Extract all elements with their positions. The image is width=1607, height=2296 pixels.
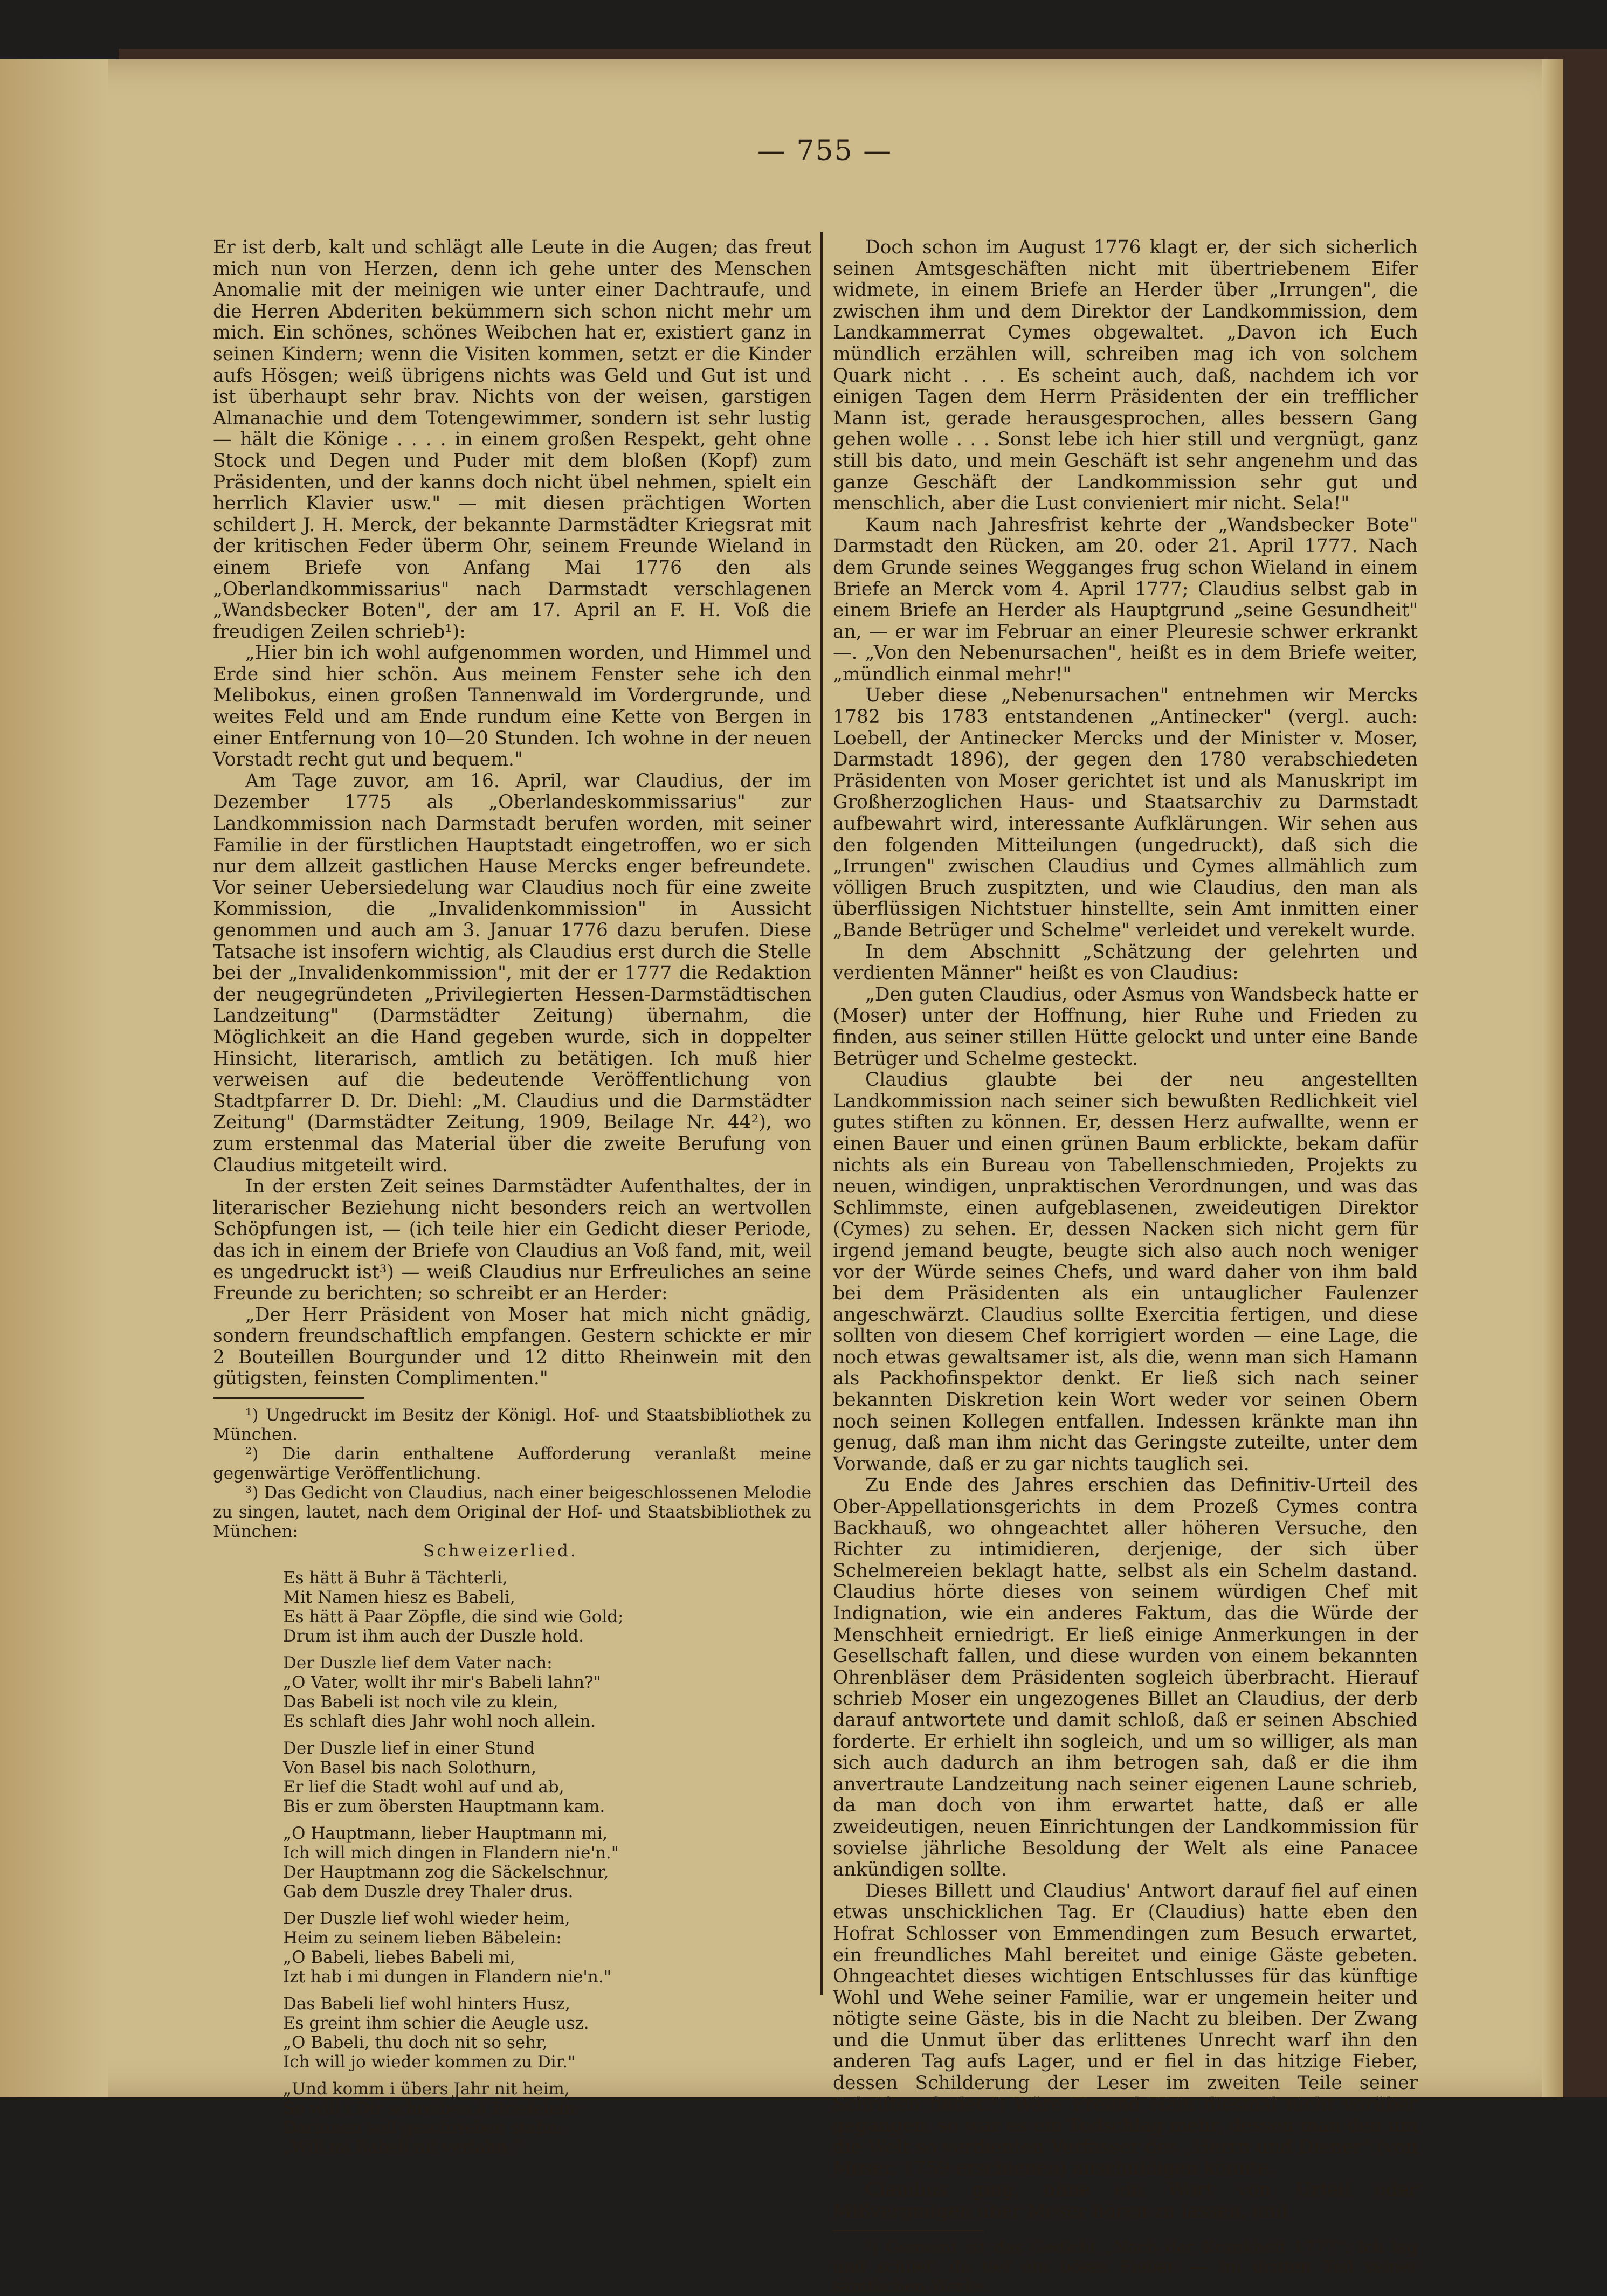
- poem-line: Er lief die Stadt wohl auf und ab,: [283, 1777, 564, 1797]
- right-quote-1: „Den guten Claudius, oder Asmus von Wandsbeck hatte er (Moser) unter der Hoffnung, hier Ruhe und Frieden zu finden, aus seiner stillen Hütte gelockt und unter eine Bande Betrüger und Schelme gesteckt.: [833, 983, 1418, 1070]
- right-column: [833, 237, 1418, 2296]
- footnote-3: ³) Das Gedicht von Claudius, nach einer beigeschlossenen Melodie zu singen, lautet, nach dem Original der Hof- und Staatsbibliothek zu München:: [213, 1483, 811, 1542]
- poem-line: „Will mi Babeli nit verlahn.": [283, 2138, 520, 2157]
- poem-line: Darinnen soll geschrieben stahn:: [283, 2118, 564, 2138]
- poem-line: Gab dem Duszle drey Thaler drus.: [283, 1882, 574, 1902]
- poem-line: „O Babeli, liebes Babeli mi,: [283, 1948, 515, 1968]
- footnote-rule: [833, 2230, 984, 2231]
- left-column: [213, 237, 811, 2157]
- poem-stanza: [283, 1994, 811, 2072]
- poem-line: Der Duszle lief in einer Stund: [283, 1739, 535, 1759]
- column-rule: [820, 232, 823, 1995]
- footnote-4: ⁴) Gemeint ist das Gedicht „Nach der Krankheit 1777": Ich lag und schlief; da tief ein böses Fieber. — Im dritten Teil seiner sämtlichen Werke.: [833, 2238, 1418, 2296]
- poem-line: So will i Dir schreiben ä Briefelein;: [283, 2099, 581, 2119]
- page-number: — 755 —: [757, 135, 893, 167]
- poem-line: Es greint ihm schier die Aeugle usz.: [283, 2014, 589, 2033]
- right-paragraph-6: Zu Ende des Jahres erschien das Definitiv-Urteil des Ober-Appellationsgerichts in dem Prozeß Cymes contra Backhauß, wo ohngeachtet aller höheren Versuche, den Richter zu intimidieren, derjenige, der sich über Schelmereien beklagt hatte, selbst als ein Schelm dastand. Claudius hörte dieses von seinem würdigen Chef mit Indignation, wie ein anderes Faktum, das die Würde der Menschheit erniedrigt. Er ließ einige Anmerkungen in der Gesellschaft fallen, und diese wurden von einem bekannten Ohrenbläser dem Präsidenten sogleich überbracht. Hierauf schrieb Moser ein ungezogenes Billet an Claudius, der derb darauf antwortete und damit schloß, daß er seinen Abschied forderte. Er erhielt ihn sogleich, und um so williger, als man sich auch dadurch an ihm betrogen sah, daß er die ihm anvertraute Landzeitung nach seiner eigenen Laune schrieb, da man doch von ihm erwartet hatte, daß er alle zweideutigen, neuen Einrichtungen der Landkommission für sovielse jährliche Besoldung der Welt als eine Panacee ankündigen sollte.: [833, 1474, 1418, 1881]
- poem-line: Heim zu seinem lieben Bäbelein:: [283, 1928, 562, 1948]
- poem-line: Der Duszle lief wohl wieder heim,: [283, 1909, 570, 1929]
- right-paragraph-4: In dem Abschnitt „Schätzung der gelehrten und verdienten Männer" heißt es von Claudius:: [833, 941, 1418, 984]
- poem-line: Es hätt ä Buhr ä Tächterli,: [283, 1568, 508, 1588]
- book-page: [0, 59, 1563, 2296]
- poem-line: „Und komm i übers Jahr nit heim,: [283, 2079, 570, 2099]
- right-paragraph-2: Kaum nach Jahresfrist kehrte der „Wandsbecker Bote" Darmstadt den Rücken, am 20. oder 21. April 1777. Nach dem Grunde seines Wegganges frug schon Wieland in einem Briefe an Merck vom 4. April 1777; Claudius selbst gab in einem Briefe an Herder als Hauptgrund „seine Gesundheit" an, — er war im Februar an einer Pleuresie schwer erkrankt —. „Von den Nebenursachen", heißt es in dem Briefe weiter, „mündlich einmal mehr!": [833, 514, 1418, 685]
- right-paragraph-7: Dieses Billett und Claudius' Antwort darauf fiel auf einen etwas unschicklichen Tag. Er (Claudius) hatte eben den Hofrat Schlosser von Emmendingen zum Besuch erwartet, ein freundliches Mahl bereitet und einige Gäste gebeten. Ohngeachtet dieses wichtigen Entschlusses für das künftige Wohl und Wehe seiner Familie, war er ungemein heiter und nötigte seine Gäste, bis in die Nacht zu bleiben. Der Zwang und die Unmut über das erlittenes Unrecht warf ihn den anderen Tag aufs Lager, und er fiel in das hitzige Fieber, dessen Schilderung der Leser im zweiten Teile seiner Schriften findet.⁴) Wäre Freund Hain diesmal nicht vorüber gegangen, so war es ein Todschlag mehr, dessen man den um die Welt so verdienten Verfasser des „Herrn und Diener" (von Moser, 1759 erschienen) anschuldigen könnte.: [833, 1880, 1418, 2180]
- footnote-1: ¹) Ungedruckt im Besitz der Königl. Hof- und Staatsbibliothek zu München.: [213, 1405, 811, 1445]
- right-paragraph-8: Claudius ging, ohne ein Wort von Urteil oder Mißvergnügen über Moser hören zu lassen, und: [833, 2179, 1418, 2222]
- poem-line: Mit Namen hiesz es Babeli,: [283, 1588, 515, 1608]
- poem-stanza: [283, 1739, 811, 1816]
- poem-line: Es schlaft dies Jahr wohl noch allein.: [283, 1712, 596, 1732]
- poem-line: Von Basel bis nach Solothurn,: [283, 1758, 536, 1778]
- poem-stanza: [283, 1568, 811, 1646]
- left-quote-1: „Hier bin ich wohl aufgenommen worden, und Himmel und Erde sind hier schön. Aus meinem Fenster sehe ich den Melibokus, einen großen Tannenwald im Vordergrunde, und weites Feld und am Ende rundum eine Kette von Bergen in einer Entfernung von 10—20 Stunden. Ich wohne in der neuen Vorstadt recht gut und bequem.": [213, 642, 811, 771]
- right-paragraph-3: Ueber diese „Nebenursachen" entnehmen wir Mercks 1782 bis 1783 entstandenen „Antinecker" (vergl. auch: Loebell, der Antinecker Mercks und der Minister v. Moser, Darmstadt 1896), der gegen den 1780 verabschiedeten Präsidenten von Moser gerichtet ist und als Manuskript im Großherzoglichen Haus- und Staatsarchiv zu Darmstadt aufbewahrt wird, interessante Aufklärungen. Wir sehen aus den folgenden Mitteilungen (ungedruckt), daß sich die „Irrungen" zwischen Claudius und Cymes allmählich zum völligen Bruch zuspitzten, und wie Claudius, den man als überflüssigen Nichtstuer hinstellte, sein Amt inmitten einer „Bande Betrüger und Schelme" verleidet und verekelt wurde.: [833, 685, 1418, 941]
- poem-stanza: [283, 1909, 811, 1987]
- poem-line: Das Babeli lief wohl hinters Husz,: [283, 1994, 570, 2014]
- poem-line: Drum ist ihm auch der Duszle hold.: [283, 1626, 584, 1646]
- page-edge: [1542, 59, 1563, 2097]
- poem-stanza: [283, 2079, 811, 2157]
- poem-line: Der Duszle lief dem Vater nach:: [283, 1653, 553, 1673]
- poem-line: „O Hauptmann, lieber Hauptmann mi,: [283, 1824, 608, 1844]
- poem-line: Es hätt ä Paar Zöpfle, die sind wie Gold;: [283, 1607, 624, 1627]
- poem-line: „O Babeli, thu doch nit so sehr,: [283, 2033, 548, 2053]
- left-paragraph-1: Er ist derb, kalt und schlägt alle Leute in die Augen; das freut mich nun von Herzen, denn ich gehe unter des Menschen Anomalie mit der meinigen wie unter einer Dachtraufe, und die Herren Abderiten bekümmern sich schon nicht mehr um mich. Ein schönes, schönes Weibchen hat er, existiert ganz in seinen Kindern; wenn die Visiten kommen, setzt er die Kinder aufs Hösgen; weiß übrigens nichts was Geld und Gut ist und ist überhaupt sehr brav. Nichts von der weisen, garstigen Almanachie und dem Totengewimmer, sondern ist sehr lustig — hält die Könige . . . . in einem großen Respekt, geht ohne Stock und Degen und Puder mit dem bloßen (Kopf) zum Präsidenten, und der kanns doch nicht übel nehmen, spielt ein herrlich Klavier usw." — mit diesen prächtigen Worten schildert J. H. Merck, der bekannte Darmstädter Kriegsrat mit der kritischen Feder überm Ohr, seinem Freunde Wieland in einem Briefe von Anfang Mai 1776 den als „Oberlandkommissarius" nach Darmstadt verschlagenen „Wandsbecker Boten", der am 17. April an F. H. Voß die freudigen Zeilen schrieb¹):: [213, 237, 811, 643]
- poem-line: Ich will jo wieder kommen zu Dir.": [283, 2052, 576, 2072]
- poem-line: Ich will mich dingen in Flandern nie'n.": [283, 1843, 619, 1863]
- left-quote-2: „Der Herr Präsident von Moser hat mich nicht gnädig, sondern freundschaftlich empfangen. Gestern schickte er mir 2 Bouteillen Bourgunder und 12 ditto Rheinwein mit den gütigsten, feinsten Complimenten.": [213, 1304, 811, 1390]
- left-paragraph-2: Am Tage zuvor, am 16. April, war Claudius, der im Dezember 1775 als „Oberlandeskommissarius" zur Landkommission nach Darmstadt berufen worden, mit seiner Familie in der fürstlichen Hauptstadt eingetroffen, wo er sich nur dem allzeit gastlichen Hause Mercks enger befreundete. Vor seiner Uebersiedelung war Claudius noch für eine zweite Kommission, die „Invalidenkommission" in Aussicht genommen und auch am 3. Januar 1776 dazu berufen. Diese Tatsache ist insofern wichtig, als Claudius erst durch die Stelle bei der „Invalidenkommission", mit der er 1777 die Redaktion der neugegründeten „Privilegierten Hessen-Darmstädtischen Landzeitung" (Darmstädter Zeitung) übernahm, die Möglichkeit an die Hand gegeben wurde, sich in doppelter Hinsicht, literarisch, amtlich zu betätigen. Ich muß hier verweisen auf die bedeutende Veröffentlichung von Stadtpfarrer D. Dr. Diehl: „M. Claudius und die Darmstädter Zeitung" (Darmstädter Zeitung, 1909, Beilage Nr. 44²), wo zum erstenmal das Material über die zweite Berufung von Claudius mitgeteilt wird.: [213, 770, 811, 1176]
- poem-line: Der Hauptmann zog die Säckelschnur,: [283, 1863, 609, 1883]
- poem-line: Das Babeli ist noch vile zu klein,: [283, 1692, 558, 1712]
- right-paragraph-5: Claudius glaubte bei der neu angestellten Landkommission nach seiner sich bewußten Redlichkeit viel gutes stiften zu können. Er, dessen Herz aufwallte, wenn er einen Bauer und einen grünen Baum erblickte, bekam dafür nichts als ein Bureau von Tabellenschmieden, Projekts zu neuen, windigen, unpraktischen Verordnungen, und was das Schlimmste, einen aufgeblasenen, zweideutigen Direktor (Cymes) zu sehen. Er, dessen Nacken sich nicht gern für irgend jemand beugte, beugte sich also auch noch weniger vor der Würde seines Chefs, und ward daher von ihm bald bei dem Präsidenten als ein untauglicher Faulenzer angeschwärzt. Claudius sollte Exercitia fertigen, und diese sollten von diesem Chef korrigiert worden — eine Lage, die noch etwas gewaltsamer ist, als die, wenn man sich Hamann als Packhofinspektor denkt. Er ließ sich nach seiner bekannten Diskretion kein Wort weder vor seinen Obern noch seinen Kollegen entfallen. Indessen kränkte man ihn genug, daß man ihm nicht das Geringste zuteilte, unter dem Vorwande, daß er zu gar nichts tauglich sei.: [833, 1069, 1418, 1475]
- poem-stanza: [283, 1653, 811, 1731]
- right-paragraph-1: Doch schon im August 1776 klagt er, der sich sicherlich seinen Amtsgeschäften nicht mit übertriebenem Eifer widmete, in einem Briefe an Herder über „Irrungen", die zwischen ihm und dem Direktor der Landkommission, dem Landkammerrat Cymes obgewaltet. „Davon ich Euch mündlich erzählen will, schreiben mag ich von solchem Quark nicht . . . Es scheint auch, daß, nachdem ich vor einigen Tagen dem Herrn Präsidenten der ein trefflicher Mann ist, gerade herausgesprochen, alles bessern Gang gehen wolle . . . Sonst lebe ich hier still und vergnügt, ganz still bis dato, und mein Geschäft ist sehr angenehm und das ganze Geschäft der Landkommission sehr gut und menschlich, aber die Lust convieniert mir nicht. Sela!": [833, 237, 1418, 515]
- footnote-2: ²) Die darin enthaltene Aufforderung veranlaßt meine gegenwärtige Veröffentlichung.: [213, 1444, 811, 1484]
- poem-line: „O Vater, wollt ihr mir's Babeli lahn?": [283, 1673, 601, 1693]
- poem-line: Izt hab i mi dungen in Flandern nie'n.": [283, 1967, 612, 1987]
- footnote-rule: [213, 1397, 364, 1399]
- poem-title: Schweizerlied.: [423, 1541, 578, 1561]
- poem: [283, 1541, 811, 2157]
- left-paragraph-3: In der ersten Zeit seines Darmstädter Aufenthaltes, der in literarischer Beziehung nicht besonders reich an wertvollen Schöpfungen ist, — (ich teile hier ein Gedicht dieser Periode, das ich in einem der Briefe von Claudius an Voß fand, mit, weil es ungedruckt ist³) — weiß Claudius nur Erfreuliches an seine Freunde zu berichten; so schreibt er an Herder:: [213, 1176, 811, 1305]
- page-gutter: [0, 59, 108, 2097]
- poem-stanza: [283, 1824, 811, 1901]
- poem-line: Bis er zum öbersten Hauptmann kam.: [283, 1797, 605, 1817]
